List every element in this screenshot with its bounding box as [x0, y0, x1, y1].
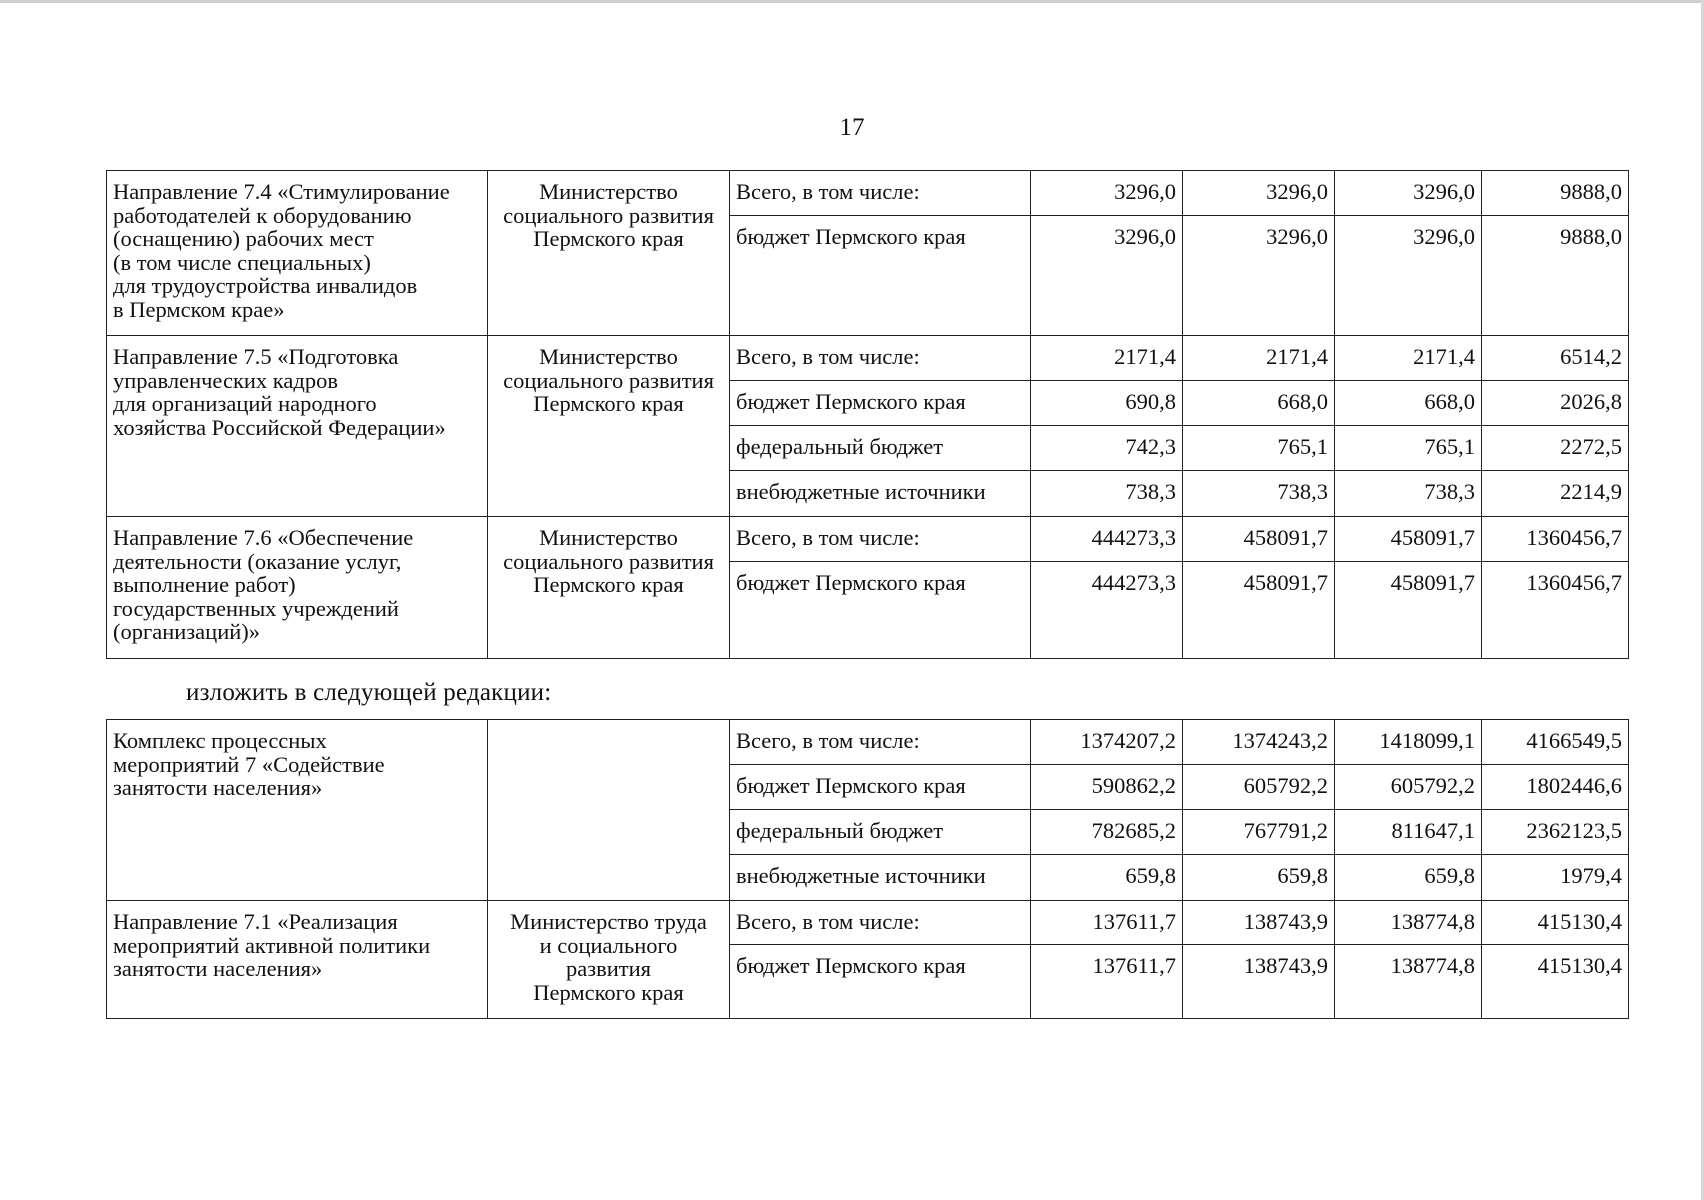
year1-value-cell: 3296,0: [1031, 171, 1183, 216]
year2-value-cell: 668,0: [1183, 381, 1335, 426]
year3-value-cell: 458091,7: [1335, 562, 1482, 659]
year2-value-cell: 1374243,2: [1183, 720, 1335, 765]
year3-value-cell: 668,0: [1335, 381, 1482, 426]
funding-source-cell: Всего, в том числе:: [730, 901, 1031, 945]
table-row: [107, 720, 1629, 765]
year1-value-cell: 738,3: [1031, 471, 1183, 517]
year3-value-cell: 1418099,1: [1335, 720, 1482, 765]
responsible-cell: Министерство труда и социального развития Пермского края: [488, 901, 730, 1019]
year1-value-cell: 782685,2: [1031, 810, 1183, 855]
year1-value-cell: 590862,2: [1031, 765, 1183, 810]
year3-value-cell: 138774,8: [1335, 901, 1482, 945]
total-value-cell: 415130,4: [1482, 901, 1629, 945]
funding-source-cell: федеральный бюджет: [730, 426, 1031, 471]
year2-value-cell: 659,8: [1183, 855, 1335, 901]
new-funding-table: [106, 719, 1629, 1019]
year3-value-cell: 605792,2: [1335, 765, 1482, 810]
year2-value-cell: 767791,2: [1183, 810, 1335, 855]
funding-source-cell: бюджет Пермского края: [730, 381, 1031, 426]
total-value-cell: 6514,2: [1482, 336, 1629, 381]
funding-source-cell: Всего, в том числе:: [730, 336, 1031, 381]
funding-source-cell: бюджет Пермского края: [730, 945, 1031, 1019]
total-value-cell: 2214,9: [1482, 471, 1629, 517]
total-value-cell: 2362123,5: [1482, 810, 1629, 855]
year1-value-cell: 690,8: [1031, 381, 1183, 426]
funding-source-cell: Всего, в том числе:: [730, 171, 1031, 216]
year2-value-cell: 605792,2: [1183, 765, 1335, 810]
year2-value-cell: 3296,0: [1183, 171, 1335, 216]
complex-name-cell: Комплекс процессных мероприятий 7 «Содействие занятости населения»: [107, 720, 488, 901]
total-value-cell: 415130,4: [1482, 945, 1629, 1019]
year1-value-cell: 444273,3: [1031, 562, 1183, 659]
year2-value-cell: 3296,0: [1183, 216, 1335, 336]
year2-value-cell: 2171,4: [1183, 336, 1335, 381]
year3-value-cell: 765,1: [1335, 426, 1482, 471]
year2-value-cell: 138743,9: [1183, 945, 1335, 1019]
total-value-cell: 2026,8: [1482, 381, 1629, 426]
year3-value-cell: 2171,4: [1335, 336, 1482, 381]
page-number: 17: [839, 114, 865, 141]
total-value-cell: 1979,4: [1482, 855, 1629, 901]
funding-source-cell: бюджет Пермского края: [730, 562, 1031, 659]
year2-value-cell: 458091,7: [1183, 517, 1335, 562]
year1-value-cell: 3296,0: [1031, 216, 1183, 336]
table-row: [107, 901, 1629, 945]
funding-source-cell: федеральный бюджет: [730, 810, 1031, 855]
responsible-cell: Министерство социального развития Пермского края: [488, 336, 730, 517]
direction-name-cell: Направление 7.6 «Обеспечение деятельности (оказание услуг, выполнение работ) государственных учреждений (организаций)»: [107, 517, 488, 659]
year2-value-cell: 138743,9: [1183, 901, 1335, 945]
year1-value-cell: 137611,7: [1031, 901, 1183, 945]
responsible-cell: [488, 720, 730, 901]
total-value-cell: 1360456,7: [1482, 517, 1629, 562]
funding-source-cell: Всего, в том числе:: [730, 517, 1031, 562]
transition-text: изложить в следующей редакции:: [186, 679, 552, 706]
total-value-cell: 9888,0: [1482, 171, 1629, 216]
year3-value-cell: 659,8: [1335, 855, 1482, 901]
year1-value-cell: 659,8: [1031, 855, 1183, 901]
total-value-cell: 2272,5: [1482, 426, 1629, 471]
year1-value-cell: 742,3: [1031, 426, 1183, 471]
direction-name-cell: Направление 7.1 «Реализация мероприятий активной политики занятости населения»: [107, 901, 488, 1019]
year1-value-cell: 1374207,2: [1031, 720, 1183, 765]
total-value-cell: 1360456,7: [1482, 562, 1629, 659]
direction-name-cell: Направление 7.5 «Подготовка управленческих кадров для организаций народного хозяйства Российской Федерации»: [107, 336, 488, 517]
year3-value-cell: 3296,0: [1335, 171, 1482, 216]
funding-source-cell: внебюджетные источники: [730, 855, 1031, 901]
year1-value-cell: 2171,4: [1031, 336, 1183, 381]
responsible-cell: Министерство социального развития Пермского края: [488, 171, 730, 336]
total-value-cell: 4166549,5: [1482, 720, 1629, 765]
direction-name-cell: Направление 7.4 «Стимулирование работодателей к оборудованию (оснащению) рабочих мест (в том числе специальных) для трудоустройства инвалидов в Пермском крае»: [107, 171, 488, 336]
year2-value-cell: 458091,7: [1183, 562, 1335, 659]
funding-source-cell: Всего, в том числе:: [730, 720, 1031, 765]
scan-edge-top: [0, 0, 1704, 3]
year1-value-cell: 444273,3: [1031, 517, 1183, 562]
year1-value-cell: 137611,7: [1031, 945, 1183, 1019]
year3-value-cell: 138774,8: [1335, 945, 1482, 1019]
total-value-cell: 1802446,6: [1482, 765, 1629, 810]
year2-value-cell: 738,3: [1183, 471, 1335, 517]
year2-value-cell: 765,1: [1183, 426, 1335, 471]
old-funding-table: [106, 170, 1629, 659]
table-row: [107, 517, 1629, 562]
funding-source-cell: бюджет Пермского края: [730, 216, 1031, 336]
year3-value-cell: 738,3: [1335, 471, 1482, 517]
table-row: [107, 171, 1629, 216]
year3-value-cell: 811647,1: [1335, 810, 1482, 855]
funding-source-cell: бюджет Пермского края: [730, 765, 1031, 810]
table-row: [107, 336, 1629, 381]
total-value-cell: 9888,0: [1482, 216, 1629, 336]
year3-value-cell: 458091,7: [1335, 517, 1482, 562]
funding-source-cell: внебюджетные источники: [730, 471, 1031, 517]
responsible-cell: Министерство социального развития Пермского края: [488, 517, 730, 659]
year3-value-cell: 3296,0: [1335, 216, 1482, 336]
